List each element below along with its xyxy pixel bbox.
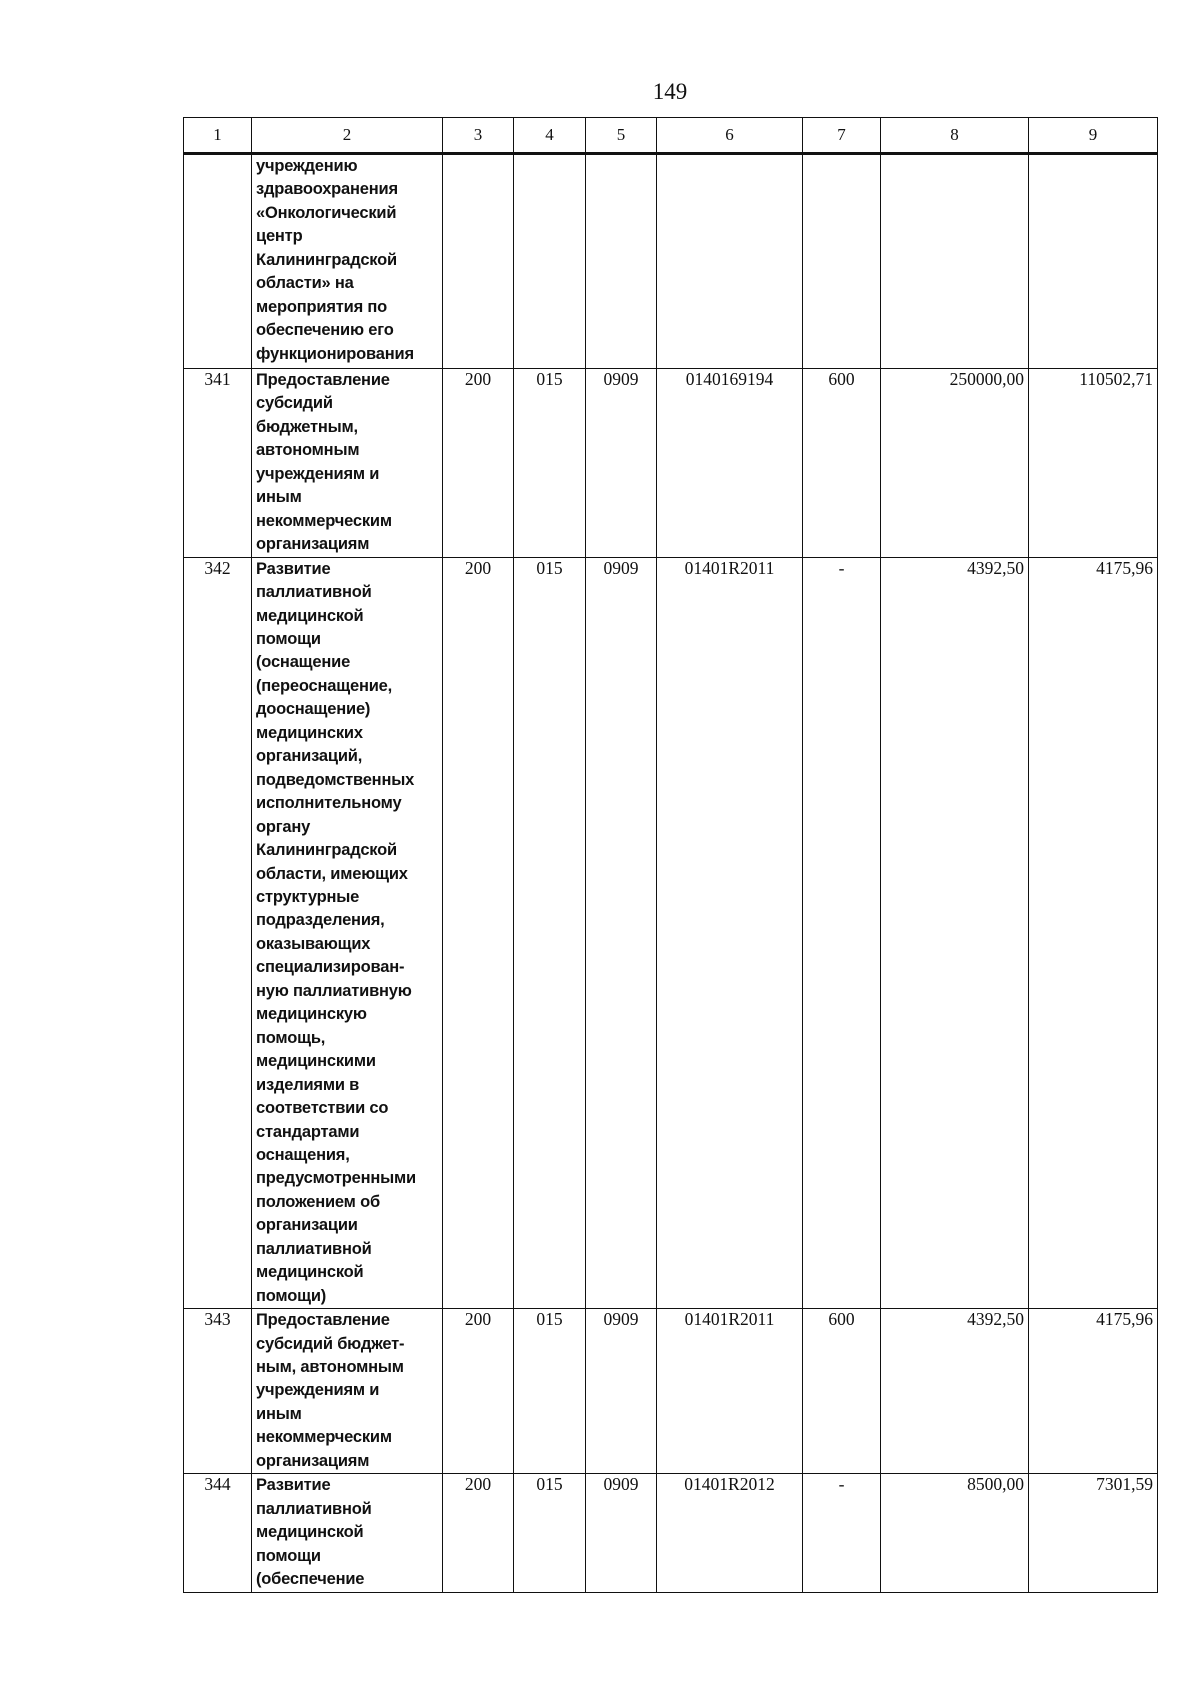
- code-cell-6: 01401R2011: [657, 1309, 803, 1474]
- column-header: 7: [803, 118, 881, 154]
- header-row: [184, 118, 1158, 154]
- code-cell-4: [514, 154, 586, 369]
- item-name-line: подведомственных: [256, 770, 415, 789]
- amount-cell-9: 4175,96: [1029, 557, 1158, 1309]
- item-name-line: здравоохранения: [256, 180, 398, 199]
- code-cell-5: 0909: [586, 557, 657, 1309]
- item-name-line: организаций,: [256, 747, 363, 766]
- code-cell-5: 0909: [586, 1474, 657, 1592]
- item-name-line: стандартами: [256, 1122, 360, 1141]
- amount-cell-8: 4392,50: [881, 1309, 1029, 1474]
- code-cell-6: 01401R2012: [657, 1474, 803, 1592]
- amount-cell-9: [1029, 154, 1158, 369]
- item-name-line: дооснащение): [256, 700, 371, 719]
- item-name-cell: [252, 1474, 443, 1592]
- code-cell-4: 015: [514, 369, 586, 558]
- row-number-cell: 341: [184, 369, 252, 558]
- item-name-line: (оснащение: [256, 653, 351, 672]
- row-number-cell: 342: [184, 557, 252, 1309]
- item-name-line: исполнительному: [256, 794, 402, 813]
- code-cell-4: 015: [514, 557, 586, 1309]
- item-name-line: (переоснащение,: [256, 676, 393, 695]
- item-name-line: ным, автономным: [256, 1358, 404, 1377]
- table-row: [184, 369, 1158, 558]
- column-header: 2: [252, 118, 443, 154]
- code-cell-7: 600: [803, 369, 881, 558]
- row-number-cell: [184, 154, 252, 369]
- item-name-line: специализирован-: [256, 958, 405, 977]
- item-name-line: мероприятия по: [256, 297, 388, 316]
- column-header: 1: [184, 118, 252, 154]
- item-name-cell: [252, 1309, 443, 1474]
- item-name-line: Калининградской: [256, 250, 397, 269]
- code-cell-7: [803, 154, 881, 369]
- amount-cell-9: 4175,96: [1029, 1309, 1158, 1474]
- item-name-line: помощи): [256, 1286, 327, 1305]
- code-cell-5: 0909: [586, 369, 657, 558]
- amount-cell-8: 8500,00: [881, 1474, 1029, 1592]
- column-header: 3: [443, 118, 514, 154]
- code-cell-5: 0909: [586, 1309, 657, 1474]
- item-name-line: структурные: [256, 887, 360, 906]
- item-name-line: медицинской: [256, 606, 364, 625]
- amount-cell-9: 110502,71: [1029, 369, 1158, 558]
- table-row: [184, 1474, 1158, 1592]
- item-name-line: субсидий: [256, 394, 333, 413]
- item-name-line: (обеспечение: [256, 1570, 365, 1589]
- item-name-line: бюджетным,: [256, 417, 358, 436]
- item-name-line: Развитие: [256, 1476, 331, 1495]
- column-header: 5: [586, 118, 657, 154]
- table-row: [184, 1309, 1158, 1474]
- item-name-line: некоммерческим: [256, 511, 392, 530]
- item-name-line: паллиативной: [256, 1239, 372, 1258]
- item-name-line: Предоставление: [256, 371, 390, 389]
- amount-cell-8: [881, 154, 1029, 369]
- amount-cell-9: 7301,59: [1029, 1474, 1158, 1592]
- item-name-line: организациям: [256, 535, 370, 554]
- item-name-line: оснащения,: [256, 1145, 350, 1164]
- code-cell-7: 600: [803, 1309, 881, 1474]
- item-name-line: паллиативной: [256, 583, 372, 602]
- item-name-line: организации: [256, 1216, 358, 1235]
- item-name-cell: [252, 154, 443, 369]
- item-name-line: области, имеющих: [256, 864, 408, 883]
- item-name-line: иным: [256, 488, 302, 507]
- code-cell-3: 200: [443, 1309, 514, 1474]
- item-name-line: изделиями в: [256, 1075, 360, 1094]
- item-name-line: оказывающих: [256, 934, 371, 953]
- code-cell-3: 200: [443, 557, 514, 1309]
- item-name-line: органу: [256, 817, 311, 836]
- item-name-line: Калининградской: [256, 841, 397, 860]
- table-row: [184, 557, 1158, 1309]
- row-number-cell: 344: [184, 1474, 252, 1592]
- item-name-cell: [252, 369, 443, 558]
- column-header: 6: [657, 118, 803, 154]
- code-cell-7: -: [803, 1474, 881, 1592]
- column-header: 9: [1029, 118, 1158, 154]
- item-name-line: помощи: [256, 1546, 321, 1565]
- item-name-line: центр: [256, 227, 303, 246]
- item-name-line: подразделения,: [256, 911, 385, 930]
- column-header: 4: [514, 118, 586, 154]
- code-cell-4: 015: [514, 1474, 586, 1592]
- code-cell-6: 01401R2011: [657, 557, 803, 1309]
- item-name-line: некоммерческим: [256, 1428, 392, 1447]
- item-name-line: автономным: [256, 441, 360, 460]
- item-name-cell: [252, 557, 443, 1309]
- item-name-line: Развитие: [256, 559, 331, 578]
- item-name-line: ную паллиативную: [256, 981, 412, 1000]
- column-header: 8: [881, 118, 1029, 154]
- item-name-line: Предоставление: [256, 1311, 390, 1330]
- table-row: [184, 154, 1158, 369]
- code-cell-5: [586, 154, 657, 369]
- item-name-line: области» на: [256, 274, 354, 293]
- item-name-line: помощь,: [256, 1028, 326, 1047]
- item-name-line: учреждениям и: [256, 1381, 380, 1400]
- item-name-line: предусмотренными: [256, 1169, 417, 1188]
- code-cell-6: 0140169194: [657, 369, 803, 558]
- item-name-line: обеспечению его: [256, 321, 394, 340]
- item-name-line: иным: [256, 1404, 302, 1423]
- budget-table: [183, 117, 1158, 1593]
- item-name-line: учреждению: [256, 157, 358, 175]
- item-name-line: функционирования: [256, 344, 414, 363]
- item-name-line: субсидий бюджет-: [256, 1334, 405, 1353]
- item-name-line: паллиативной: [256, 1499, 372, 1518]
- item-name-line: соответствии со: [256, 1099, 389, 1118]
- item-name-line: помощи: [256, 629, 321, 648]
- code-cell-3: [443, 154, 514, 369]
- code-cell-3: 200: [443, 369, 514, 558]
- item-name-line: учреждениям и: [256, 464, 380, 483]
- item-name-line: медицинскими: [256, 1052, 376, 1071]
- code-cell-3: 200: [443, 1474, 514, 1592]
- code-cell-4: 015: [514, 1309, 586, 1474]
- code-cell-6: [657, 154, 803, 369]
- amount-cell-8: 250000,00: [881, 369, 1029, 558]
- code-cell-7: -: [803, 557, 881, 1309]
- item-name-line: медицинскую: [256, 1005, 367, 1024]
- item-name-line: медицинской: [256, 1263, 364, 1282]
- item-name-line: медицинских: [256, 723, 363, 742]
- item-name-line: «Онкологический: [256, 203, 397, 222]
- row-number-cell: 343: [184, 1309, 252, 1474]
- item-name-line: медицинской: [256, 1523, 364, 1542]
- item-name-line: организациям: [256, 1451, 370, 1470]
- page-number: 149: [652, 79, 688, 104]
- item-name-line: положением об: [256, 1192, 380, 1211]
- amount-cell-8: 4392,50: [881, 557, 1029, 1309]
